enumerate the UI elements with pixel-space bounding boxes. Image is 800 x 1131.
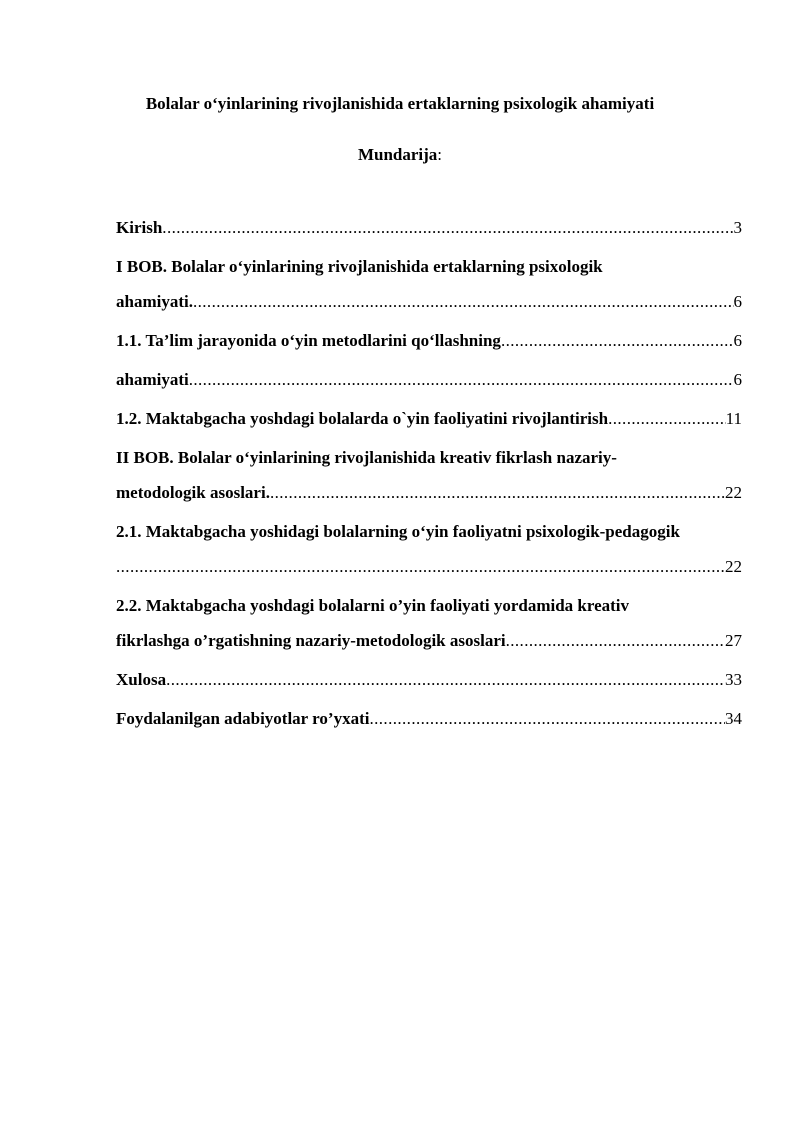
toc-heading <box>0 144 800 166</box>
toc-entry-xulosa[interactable] <box>116 669 742 691</box>
toc-entry-title: Kirish <box>116 218 163 237</box>
toc-leader-dots <box>166 669 725 691</box>
toc-entry-title: Xulosa <box>116 670 167 689</box>
toc-entry-chapter-2[interactable] <box>116 447 742 504</box>
toc-entry-title: 1.1. Ta’lim jarayonida o‘yin metodlarini qo‘llashning <box>116 331 501 350</box>
toc-entry-2-1[interactable] <box>116 521 742 578</box>
toc-page-number: 11 <box>725 409 742 428</box>
toc-page-number: 6 <box>733 292 742 311</box>
toc-leader-dots <box>189 369 734 391</box>
toc-leader-dots <box>193 291 734 313</box>
toc-page-number: 34 <box>725 709 742 728</box>
toc-entry-title: 2.1. Maktabgacha yoshidagi bolalarning o‘yin faoliyatni psixologik-pedagogik <box>116 522 680 541</box>
toc-entry-ahamiyati[interactable] <box>116 369 742 391</box>
toc-entry-title-cont: metodologik asoslari. <box>116 483 270 502</box>
toc-heading-text: Mundarija <box>357 145 438 164</box>
toc-leader-dots <box>116 556 725 578</box>
toc-entry-2-2[interactable] <box>116 595 742 652</box>
table-of-contents <box>116 217 742 730</box>
toc-entry-title: I BOB. Bolalar o‘yinlarining rivojlanishida ertaklarning psixologik <box>116 257 603 276</box>
document-title: Bolalar o‘yinlarining rivojlanishida ertaklarning psixologik ahamiyati <box>145 94 655 113</box>
toc-leader-dots <box>506 630 725 652</box>
toc-leader-dots <box>369 708 725 730</box>
toc-entry-1-1[interactable] <box>116 330 742 352</box>
toc-page-number: 6 <box>733 331 742 350</box>
toc-entry-bibliography[interactable] <box>116 708 742 730</box>
toc-leader-dots <box>162 217 733 239</box>
toc-entry-1-2[interactable] <box>116 408 742 430</box>
toc-page-number: 27 <box>725 631 742 650</box>
toc-entry-title-cont: fikrlashga o’rgatishning nazariy-metodologik asoslari <box>116 631 506 650</box>
toc-entry-title: 2.2. Maktabgacha yoshdagi bolalarni o’yin faoliyati yordamida kreativ <box>116 596 630 615</box>
toc-entry-title: 1.2. Maktabgacha yoshdagi bolalarda o`yin faoliyatini rivojlantirish <box>116 409 609 428</box>
toc-entry-chapter-1[interactable] <box>116 256 742 313</box>
toc-entry-title: II BOB. Bolalar o‘yinlarining rivojlanishida kreativ fikrlash nazariy- <box>116 448 617 467</box>
toc-entry-title: Foydalanilgan adabiyotlar ro’yxati <box>116 709 370 728</box>
toc-leader-dots <box>608 408 726 430</box>
toc-page-number: 3 <box>733 218 742 237</box>
toc-entry-title-cont: ahamiyati. <box>116 292 193 311</box>
toc-page-number: 22 <box>725 557 742 576</box>
toc-heading-colon: : <box>437 145 443 164</box>
toc-entry-title: ahamiyati <box>116 370 189 389</box>
toc-page-number: 33 <box>725 670 742 689</box>
toc-page-number: 6 <box>733 370 742 389</box>
toc-leader-dots <box>501 330 734 352</box>
toc-leader-dots <box>270 482 725 504</box>
toc-entry-kirish[interactable] <box>116 217 742 239</box>
toc-page-number: 22 <box>725 483 742 502</box>
